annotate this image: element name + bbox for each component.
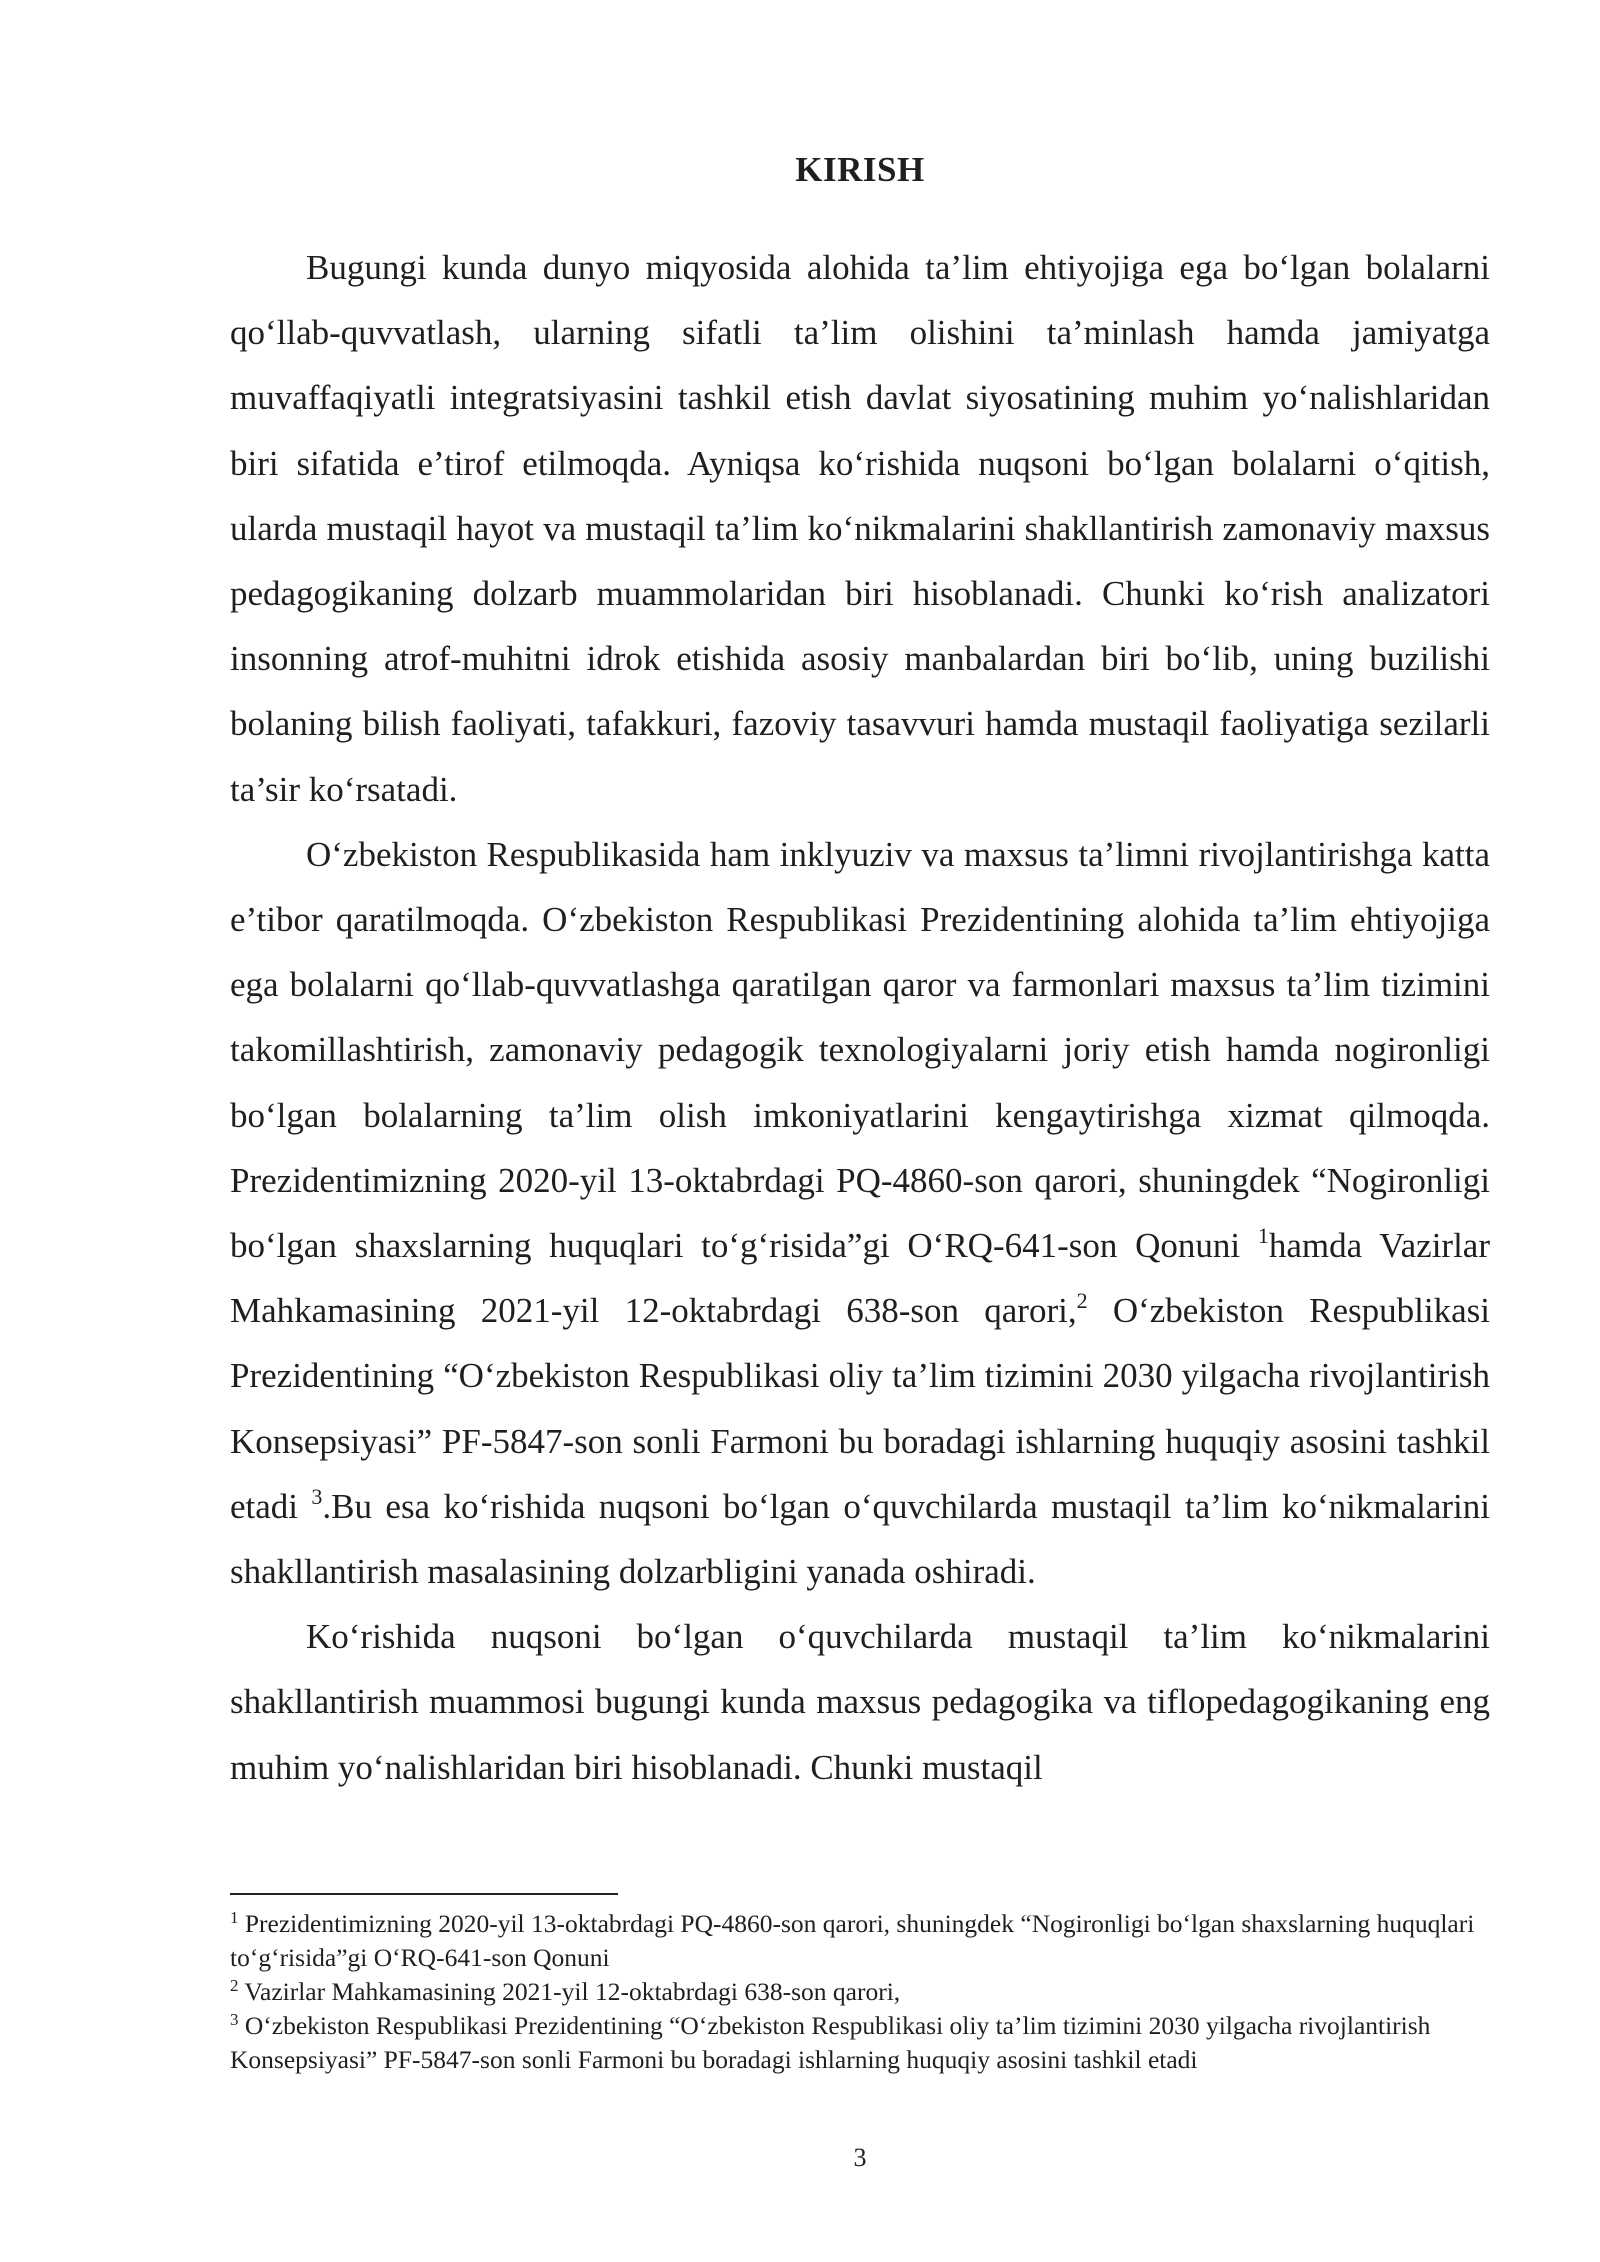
paragraph-text: O‘zbekiston Respublikasida ham inklyuziv va maxsus ta’limni rivojlantirishga katta e’tibor qaratilmoqda. O‘zbekiston Respublikasi Prezidentining alohida ta’lim ehtiyojiga ega bolalarni qo‘llab-quvvatlashga qaratilgan qaror va farmonlari maxsus ta’lim tizimini takomillashtirish, zamonaviy pedagogik texnologiyalarni joriy etish hamda nogironligi bo‘lgan bolalarning ta’lim olish imkoniyatlarini kengaytirishga xizmat qilmoqda. Prezidentimizning 2020-yil 13-oktabrdagi PQ-4860-son qarori, shuningdek “Nogironligi bo‘lgan shaxslarning huquqlari to‘g‘risida”gi O‘RQ-641-son Qonuni [230,834,1490,1266]
footnote-2 [230,1975,1490,2009]
paragraph-3 [230,1604,1490,1800]
footnote-separator [230,1893,618,1895]
paragraph-text: Bugungi kunda dunyo miqyosida alohida ta’lim ehtiyojiga ega bo‘lgan bolalarni qo‘llab-quvvatlash, ularning sifatli ta’lim olishini ta’minlash hamda jamiyatga muvaffaqiyatli integratsiyasini tashkil etish davlat siyosatining muhim yo‘nalishlaridan biri sifatida e’tirof etilmoqda. Ayniqsa ko‘rishida nuqsoni bo‘lgan bolalarni o‘qitish, ularda mustaqil hayot va mustaqil ta’lim ko‘nikmalarini shakllantirish zamonaviy maxsus pedagogikaning dolzarb muammolaridan biri hisoblanadi. Chunki ko‘rish analizatori insonning atrof-muhitni idrok etishida asosiy manbalardan biri bo‘lib, uning buzilishi bolaning bilish faoliyati, tafakkuri, fazoviy tasavvuri hamda mustaqil faoliyatiga sezilarli ta’sir ko‘rsatadi. [230,248,1490,809]
page-title: KIRISH [795,150,925,189]
footnote-ref-1[interactable]: 1 [1257,1223,1269,1249]
footnote-ref-3[interactable]: 3 [311,1483,323,1509]
paragraph-1 [230,235,1490,822]
page-number: 3 [853,2143,867,2172]
paragraph-text: .Bu esa ko‘rishida nuqsoni bo‘lgan o‘quvchilarda mustaqil ta’lim ko‘nikmalarini shakllantirish masalasining dolzarbligini yanada oshiradi. [230,1486,1490,1592]
paragraph-text: O‘zbekiston Respublikasi Prezidentining “O‘zbekiston Respublikasi oliy ta’lim tizimini 2030 yilgacha rivojlantirish Konsepsiyasi” PF-5847-son sonli Farmoni bu boradagi ishlarning huquqiy asosini tashkil etadi [230,1291,1490,1526]
footnote-number: 2 [230,1976,239,1995]
footnote-1 [230,1907,1490,1975]
paragraph-text: hamda Vazirlar Mahkamasining 2021-yil 12-oktabrdagi 638-son qarori, [230,1226,1490,1331]
footnote-text: Prezidentimizning 2020-yil 13-oktabrdagi PQ-4860-son qarori, shuningdek “Nogironligi bo‘lgan shaxslarning huquqlari to‘g‘risida”gi O‘RQ-641-son Qonuni [230,1909,1475,1972]
footnote-text: Vazirlar Mahkamasining 2021-yil 12-oktabrdagi 638-son qarori, [238,1977,901,2006]
footnote-number: 3 [230,2010,239,2029]
footnote-text: O‘zbekiston Respublikasi Prezidentining “O‘zbekiston Respublikasi oliy ta’lim tizimini 2030 yilgacha rivojlantirish Konsepsiyasi” PF-5847-son sonli Farmoni bu boradagi ishlarning huquqiy asosini tashkil etadi [230,2011,1431,2074]
footnotes [230,1907,1490,2077]
footnote-ref-2[interactable]: 2 [1076,1288,1088,1314]
paragraph-text: Ko‘rishida nuqsoni bo‘lgan o‘quvchilarda mustaqil ta’lim ko‘nikmalarini shakllantirish muammosi bugungi kunda maxsus pedagogika va tiflopedagogikaning eng muhim yo‘nalishlaridan biri hisoblanadi. Chunki mustaqil [230,1617,1490,1787]
footnote-number: 1 [230,1908,239,1927]
paragraph-2 [230,822,1490,1604]
footnote-3 [230,2009,1490,2077]
body-text [230,235,1490,1800]
